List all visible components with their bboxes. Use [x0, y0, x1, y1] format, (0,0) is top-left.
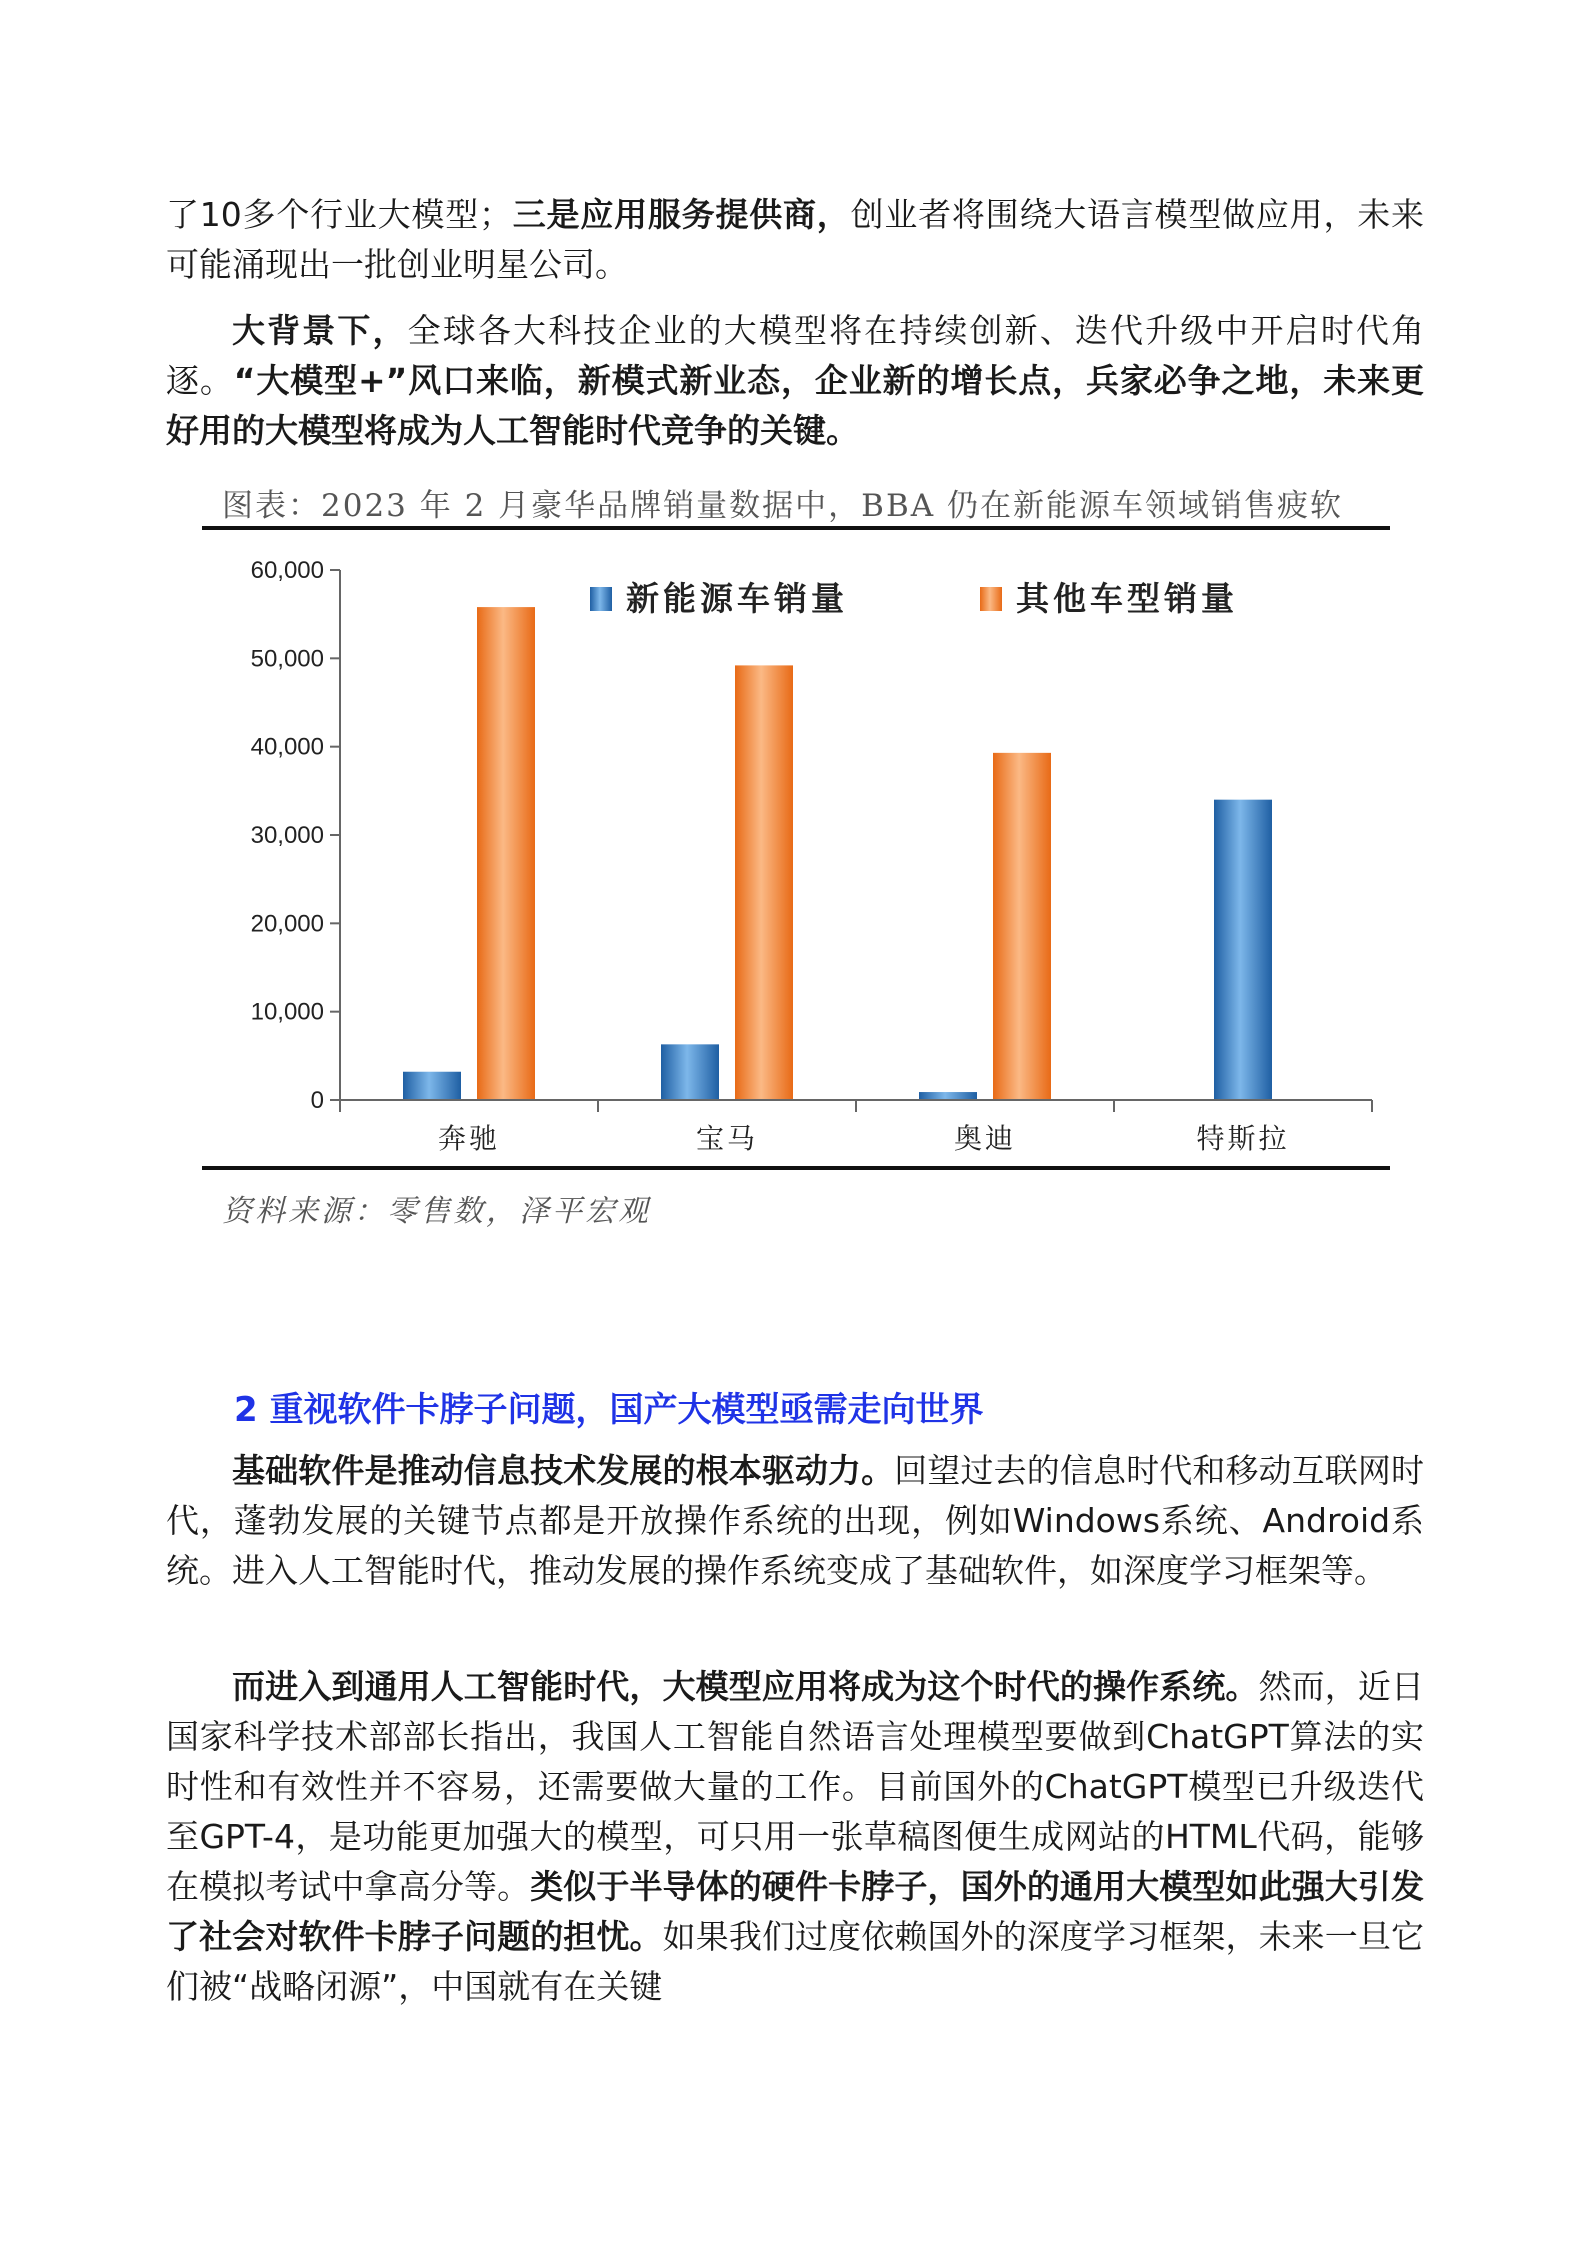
y-tick-label: 30,000	[250, 822, 324, 849]
bar-new-energy	[661, 1044, 719, 1100]
p4-bold-lead: 而进入到通用人工智能时代，大模型应用将成为这个时代的操作系统。	[232, 1667, 1259, 1706]
bar-chart	[202, 540, 1390, 1170]
bar-other-models	[735, 665, 793, 1100]
legend-label-new-energy: 新能源车销量	[626, 579, 848, 618]
y-tick-label: 60,000	[250, 557, 324, 584]
figure-caption: 图表：2023 年 2 月豪华品牌销量数据中，BBA 仍在新能源车领域销售疲软	[222, 488, 1343, 524]
x-category-label: 奥迪	[953, 1122, 1017, 1155]
p4-bold-concern: 类似于半导体的硬件卡脖子，国外的通用大模型如此强大引发了社会对软件卡脖子问题的担忧。	[166, 1867, 1425, 1956]
p3-bold-lead: 基础软件是推动信息技术发展的根本驱动力。	[232, 1451, 895, 1490]
p1-bold: 三是应用服务提供商，	[512, 195, 851, 234]
legend-swatch-other	[980, 587, 1002, 611]
p4-text-end: 如果我们过度依赖国外的深度学习框架，未来一旦它们被“战略闭源”，中国就有在关键	[166, 1917, 1425, 2006]
paragraph-4	[166, 1662, 1424, 2012]
bar-new-energy	[1214, 800, 1272, 1100]
paragraph-1	[166, 190, 1424, 290]
p1-text-a: 了10多个行业大模型；	[166, 195, 512, 234]
p1-text-c: 创业者将围绕大语言模型做应用，未来可能涌现出一批创业明星公司。	[166, 195, 1425, 284]
x-category-label: 宝马	[695, 1122, 759, 1155]
paragraph-3	[166, 1446, 1424, 1596]
x-category-label: 奔驰	[437, 1122, 501, 1155]
y-tick-label: 50,000	[250, 645, 324, 673]
p3-text: 回望过去的信息时代和移动互联网时代，蓬勃发展的关键节点都是开放操作系统的出现，例如Windows系统、Android系统。进入人工智能时代，推动发展的操作系统变成了基础软件，如深度学习框架等。	[166, 1451, 1425, 1590]
bar-other-models	[993, 753, 1051, 1100]
x-category-label: 特斯拉	[1196, 1122, 1290, 1155]
bar-other-models	[477, 607, 535, 1100]
p4-text: 然而，近日国家科学技术部部长指出，我国人工智能自然语言处理模型要做到ChatGPT算法的实时性和有效性并不容易，还需要做大量的工作。目前国外的ChatGPT模型已升级迭代至GPT-4，是功能更加强大的模型，可只用一张草稿图便生成网站的HTML代码，能够在模拟考试中拿高分等。	[166, 1667, 1425, 1906]
figure-top-rule	[202, 526, 1390, 530]
legend-swatch-new-energy	[590, 587, 612, 611]
legend-label-other: 其他车型销量	[1016, 579, 1238, 618]
bar-new-energy	[403, 1072, 461, 1100]
y-tick-label: 40,000	[250, 733, 324, 761]
p2-text: 全球各大科技企业的大模型将在持续创新、迭代升级中开启时代角逐。	[166, 311, 1425, 400]
p2-bold-conclusion: “大模型+”风口来临，新模式新业态，企业新的增长点，兵家必争之地，未来更好用的大模型将成为人工智能时代竞争的关键。	[166, 361, 1425, 450]
figure-source: 资料来源：零售数，泽平宏观	[222, 1194, 651, 1229]
p2-bold-lead: 大背景下，	[232, 311, 408, 350]
section-heading: 2 重视软件卡脖子问题，国产大模型亟需走向世界	[234, 1390, 984, 1430]
y-tick-label: 10,000	[250, 998, 324, 1026]
y-tick-label: 20,000	[250, 910, 324, 938]
y-tick-label: 0	[310, 1087, 324, 1114]
paragraph-2	[166, 306, 1424, 456]
figure-bottom-rule	[202, 1166, 1390, 1170]
bar-new-energy	[919, 1092, 977, 1100]
